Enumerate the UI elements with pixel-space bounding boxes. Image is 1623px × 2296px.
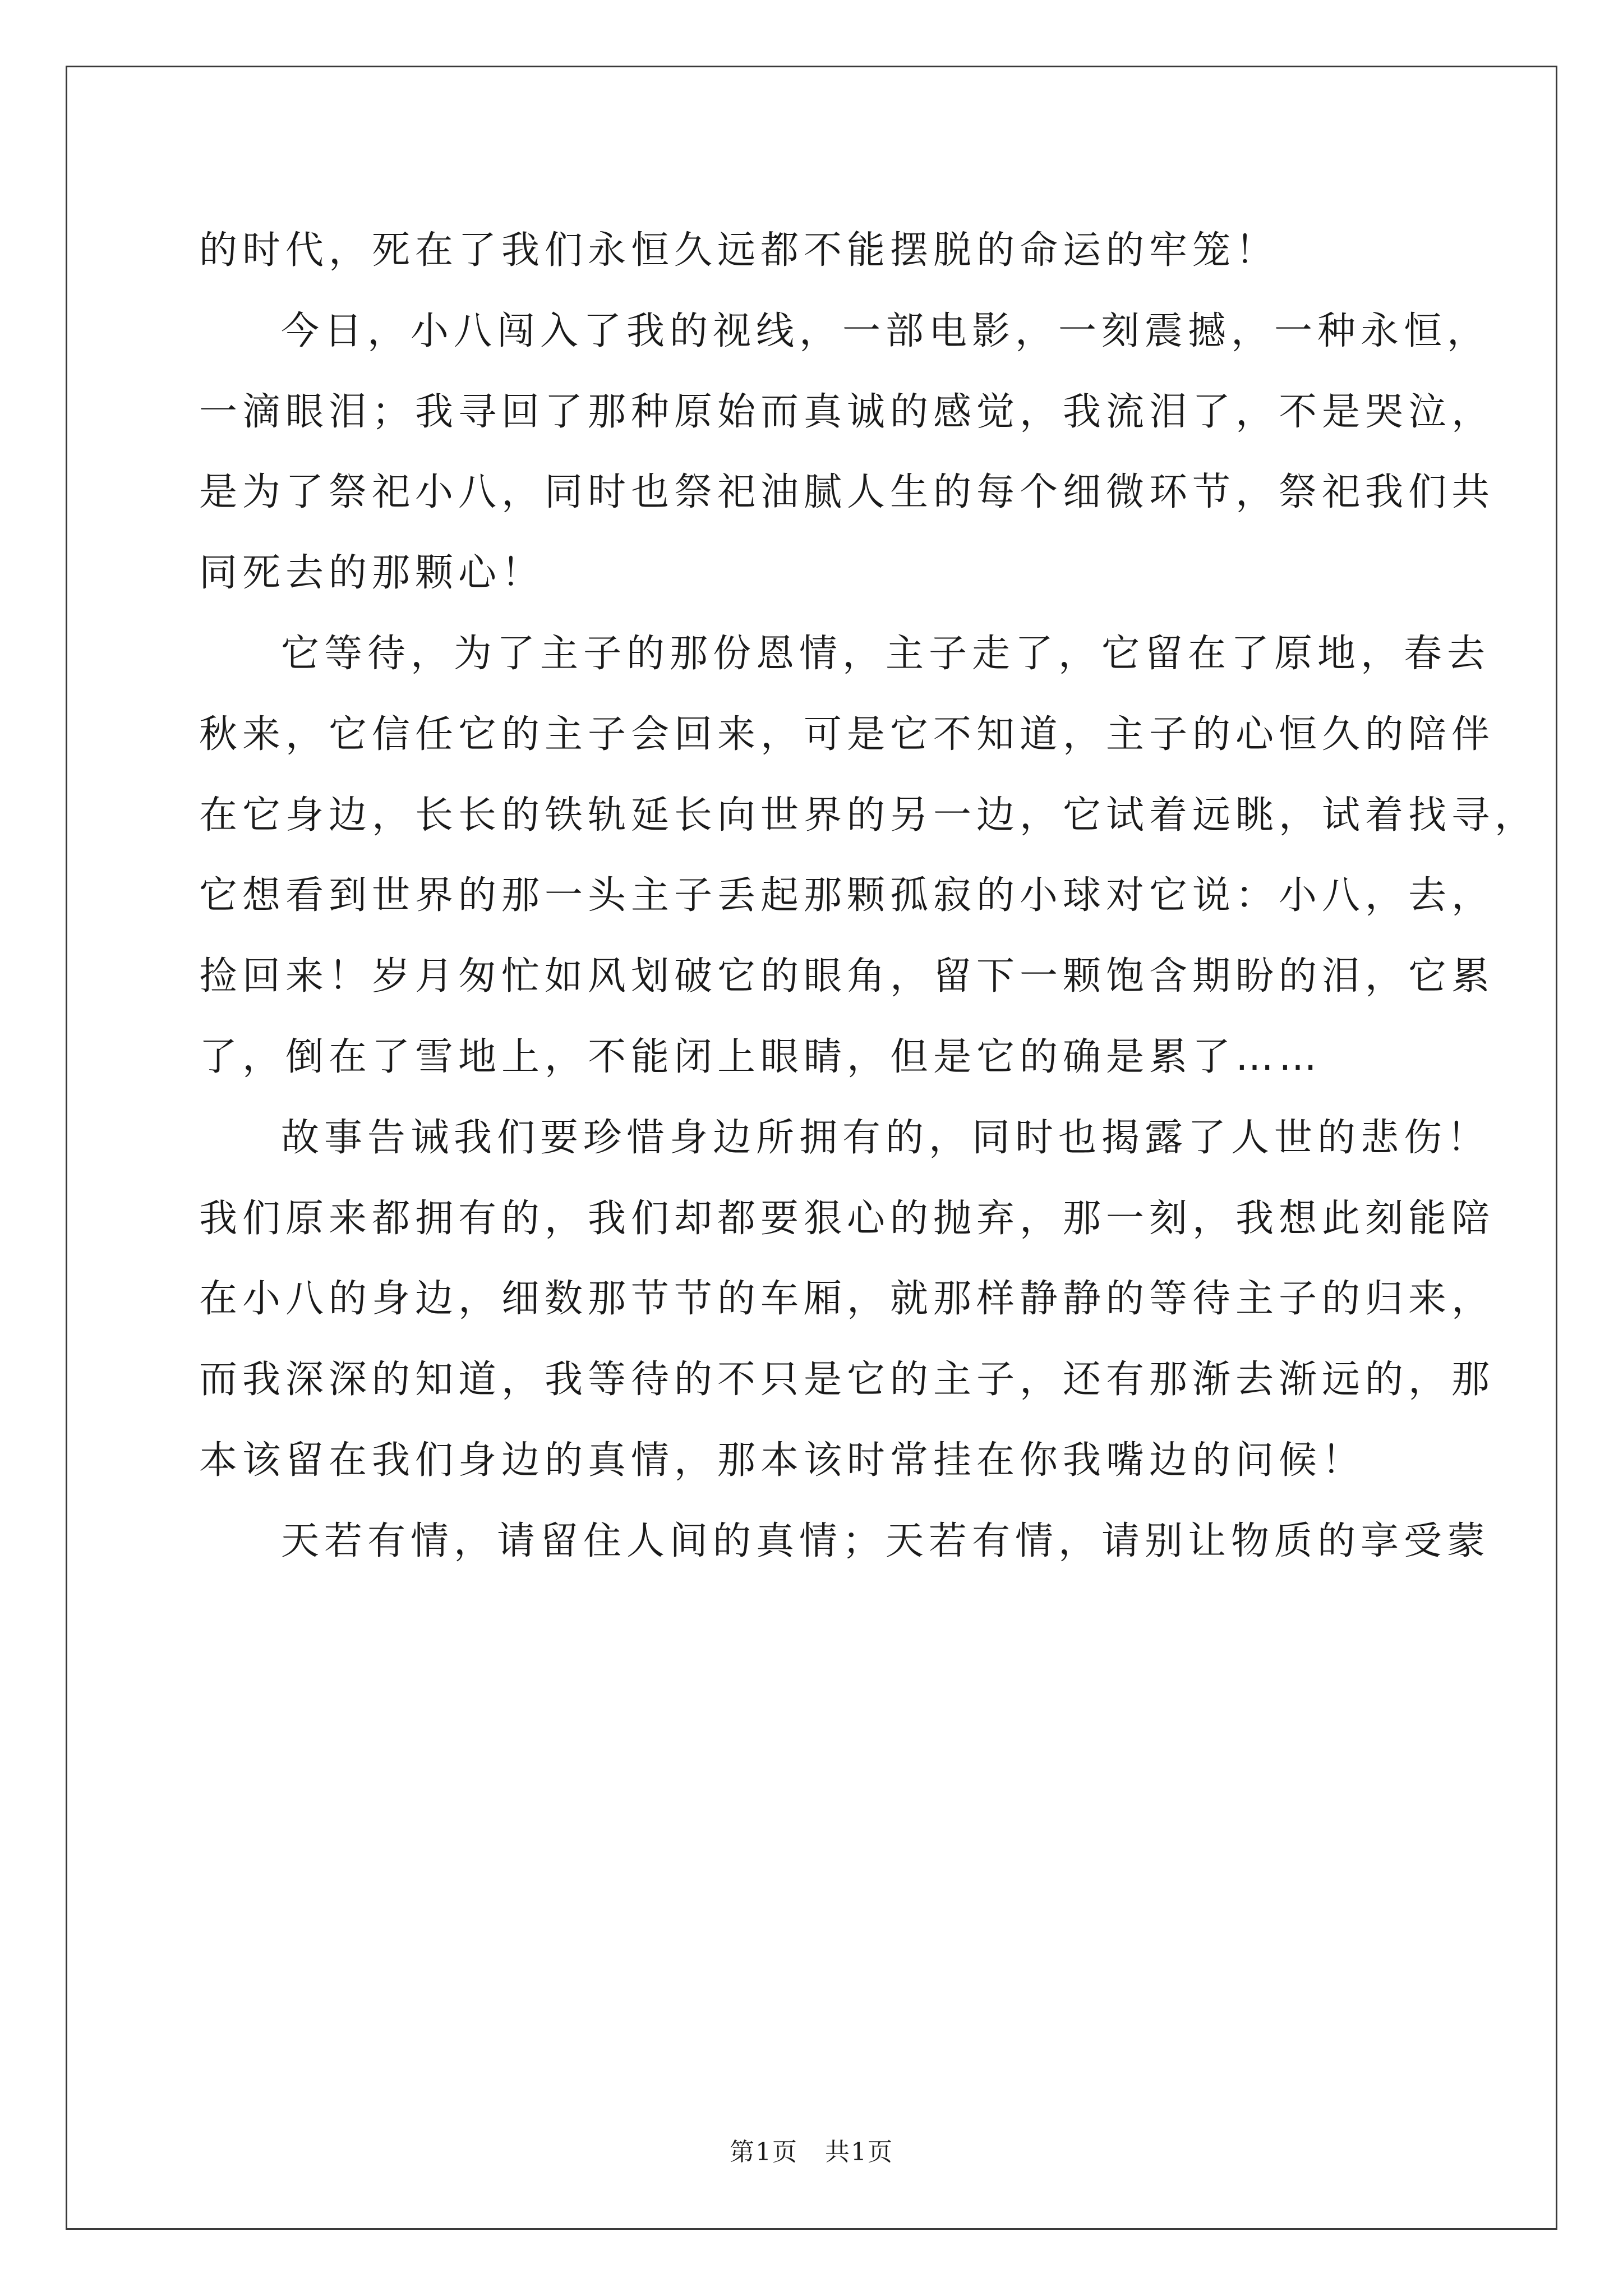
text-line: 了，倒在了雪地上，不能闭上眼睛，但是它的确是累了…… (199, 1034, 1322, 1079)
text-line: 在小八的身边，细数那节节的车厢，就那样静静的等待主子的归来， (199, 1277, 1495, 1322)
text-line: 一滴眼泪；我寻回了那种原始而真诚的感觉，我流泪了，不是哭泣， (199, 389, 1495, 434)
text-line: 天若有情，请留住人间的真情；天若有情，请别让物质的享受蒙 (281, 1519, 1491, 1563)
text-line: 捡回来！岁月匆忙如风划破它的眼角，留下一颗饱含期盼的泪，它累 (199, 954, 1495, 999)
page-footer (0, 2132, 1623, 2168)
text-line: 故事告诫我们要珍惜身边所拥有的，同时也揭露了人世的悲伤！ (281, 1115, 1491, 1160)
text-line: 是为了祭祀小八，同时也祭祀油腻人生的每个细微环节，祭祀我们共 (199, 470, 1495, 515)
text-line: 在它身边，长长的铁轨延长向世界的另一边，它试着远眺，试着找寻， (199, 793, 1538, 838)
document-body (199, 210, 1538, 1582)
page-total: 共1页 (825, 2138, 893, 2166)
text-line: 而我深深的知道，我等待的不只是它的主子，还有那渐去渐远的，那 (199, 1358, 1495, 1402)
text-line: 它想看到世界的那一头主子丢起那颗孤寂的小球对它说：小八，去， (199, 873, 1495, 918)
page-number: 第1页 (730, 2138, 798, 2166)
text-line: 秋来，它信任它的主子会回来，可是它不知道，主子的心恒久的陪伴 (199, 712, 1495, 757)
text-line: 今日，小八闯入了我的视线，一部电影，一刻震撼，一种永恒， (281, 309, 1491, 353)
text-line: 本该留在我们身边的真情，那本该时常挂在你我嘴边的问候！ (199, 1438, 1366, 1483)
text-line: 它等待，为了主子的那份恩情，主子走了，它留在了原地，春去 (281, 631, 1491, 676)
text-line: 同死去的那颗心！ (199, 551, 545, 596)
text-line: 我们原来都拥有的，我们却都要狠心的抛弃，那一刻，我想此刻能陪 (199, 1196, 1495, 1241)
text-line: 的时代，死在了我们永恒久远都不能摆脱的命运的牢笼！ (199, 228, 1279, 273)
